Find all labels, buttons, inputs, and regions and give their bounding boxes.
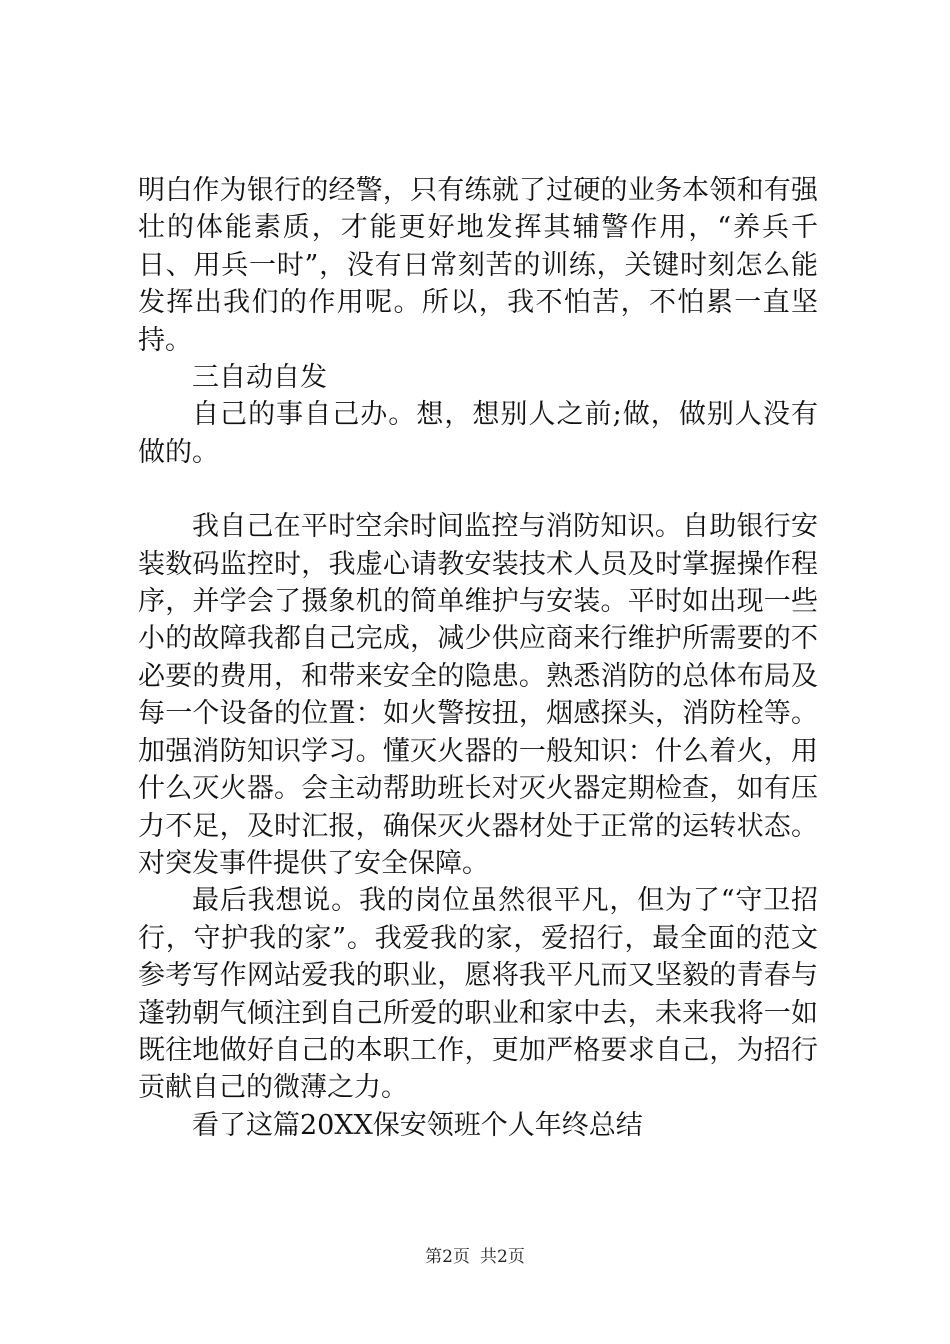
paragraph-motto: 自己的事自己办。想，想别人之前;做，做别人没有做的。 <box>138 399 818 468</box>
page-number: 第2页 <box>425 1247 470 1267</box>
page-footer <box>0 1242 950 1267</box>
page-total: 共2页 <box>480 1247 525 1267</box>
paragraph-closing: 看了这篇20XX保安领班个人年终总结 <box>192 1109 643 1141</box>
paragraph-conclusion: 最后我想说。我的岗位虽然很平凡，但为了“守卫招行，守护我的家”。我爱我的家，爱招行，最全面的范文参考写作网站爱我的职业，愿将我平凡而又坚毅的青春与蓬勃朝气倾注到自己所爱的职业和家中去，未来我将一如既往地做好自己的本职工作，更加严格要求自己，为招行贡献自己的微薄之力。 <box>138 885 818 1104</box>
paragraph-continuation: 明白作为银行的经警，只有练就了过硬的业务本领和有强壮的体能素质，才能更好地发挥其辅警作用，“养兵千日、用兵一时”，没有日常刻苦的训练，关键时刻怎么能发挥出我们的作用呢。所以，我不怕苦，不怕累一直坚持。 <box>138 175 818 356</box>
document-body <box>138 172 818 1144</box>
paragraph-monitoring: 我自己在平时空余时间监控与消防知识。自助银行安装数码监控时，我虚心请教安装技术人员及时掌握操作程序，并学会了摄象机的简单维护与安装。平时如出现一些小的故障我都自己完成，减少供应商来行维护所需要的不必要的费用，和带来安全的隐患。熟悉消防的总体布局及每一个设备的位置：如火警按扭，烟感探头，消防栓等。加强消防知识学习。懂灭火器的一般知识：什么着火，用什么灭火器。会主动帮助班长对灭火器定期检查，如有压力不足，及时汇报，确保灭火器材处于正常的运转状态。对突发事件提供了安全保障。 <box>138 511 818 879</box>
section-heading: 三自动自发 <box>192 362 327 394</box>
